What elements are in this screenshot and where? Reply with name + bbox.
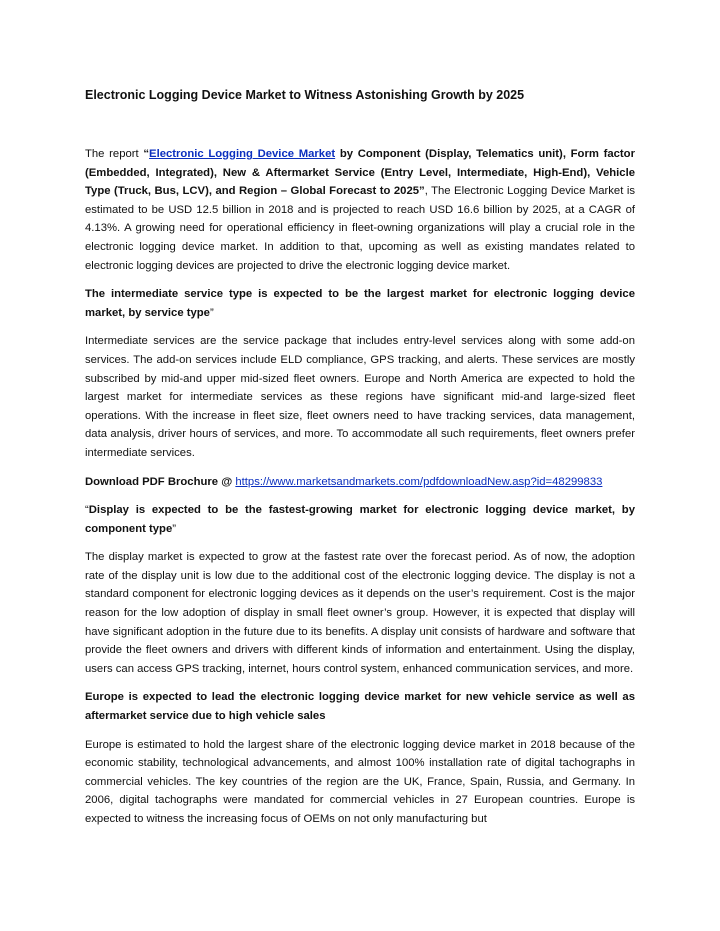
section-heading-intermediate: [85, 285, 635, 322]
report-title-rest: by Component (Display, Telematics unit), Form factor (Embedded, Integrated), New & Aftermarket Service (Entry Level, Intermediate, High-End), Vehicle Type (Truck, Bus, LCV), and Region – Global Forecast to 2025”: [85, 148, 635, 198]
section1-heading-text: The intermediate service type is expected to be the largest market for electronic logging device market, by service type: [85, 288, 635, 319]
section-body-intermediate: Intermediate services are the service package that includes entry-level services along with some add-on services. The add-on services include ELD compliance, GPS tracking, and alerts. These services are mostly subscribed by mid-and upper mid-sized fleet owners. Europe and North America are expected to hold the largest market for intermediate services as these regions have significant mid-and large-sized fleet operations. With the increase in fleet size, fleet owners need to have tracking services, data management, data analysis, driver hours of services, and more. To accommodate all such requirements, fleet owners prefer intermediate services.: [85, 335, 635, 459]
intro-body: , The Electronic Logging Device Market is estimated to be USD 12.5 billion in 2018 and is projected to reach USD 16.6 billion by 2025, at a CAGR of 4.13%. A growing need for operational efficiency in fleet-owning organizations will play a crucial role in the electronic logging device market. In addition to that, upcoming as well as existing mandates related to electronic logging devices are projected to drive the electronic logging device market.: [85, 185, 635, 272]
section2-heading-text: Display is expected to be the fastest-growing market for electronic logging device market, by component type: [85, 504, 635, 535]
intro-prefix: The report: [85, 148, 144, 160]
section-heading-display: [85, 501, 635, 538]
section2-heading-close: ”: [172, 522, 177, 535]
intro-quote-open: “: [143, 148, 150, 160]
section2-quote-open: “: [85, 504, 89, 517]
download-line: [85, 473, 635, 492]
section1-heading-close: ”: [209, 306, 214, 319]
download-link[interactable]: https://www.marketsandmarkets.com/pdfdownloadNew.asp?id=48299833: [235, 475, 603, 488]
section-heading-europe: Europe is expected to lead the electronic logging device market for new vehicle service as well as aftermarket service due to high vehicle sales: [85, 691, 635, 723]
report-link[interactable]: Electronic Logging Device Market: [149, 148, 336, 160]
document-body: [85, 145, 635, 839]
document-title: Electronic Logging Device Market to Witness Astonishing Growth by 2025: [85, 88, 525, 102]
intro-paragraph: [85, 145, 635, 275]
section-body-display: The display market is expected to grow at the fastest rate over the forecast period. As of now, the adoption rate of the display unit is low due to the additional cost of the electronic logging device. The display is not a standard component for electronic logging devices as it depends on the user’s requirement. Cost is the major reason for the low adoption of display in small fleet owner’s group. However, it is expected that display will have significant adoption in the future due to its benefits. A display unit consists of hardware and software that provide the fleet owners and drivers with different kinds of information and entertainment. Using the display, users can access GPS tracking, internet, hours control system, enhanced communication services, and more.: [85, 551, 635, 675]
section-body-europe: Europe is estimated to hold the largest share of the electronic logging device market in 2018 because of the economic stability, technological advancements, and almost 100% installation rate of digital tachographs in commercial vehicles. The key countries of the region are the UK, France, Spain, Russia, and Germany. In 2006, digital tachographs were mandated for commercial vehicles in 27 European countries. Europe is expected to witness the increasing focus of OEMs on not only manufacturing but: [85, 738, 635, 825]
download-label: Download PDF Brochure @: [85, 475, 236, 488]
